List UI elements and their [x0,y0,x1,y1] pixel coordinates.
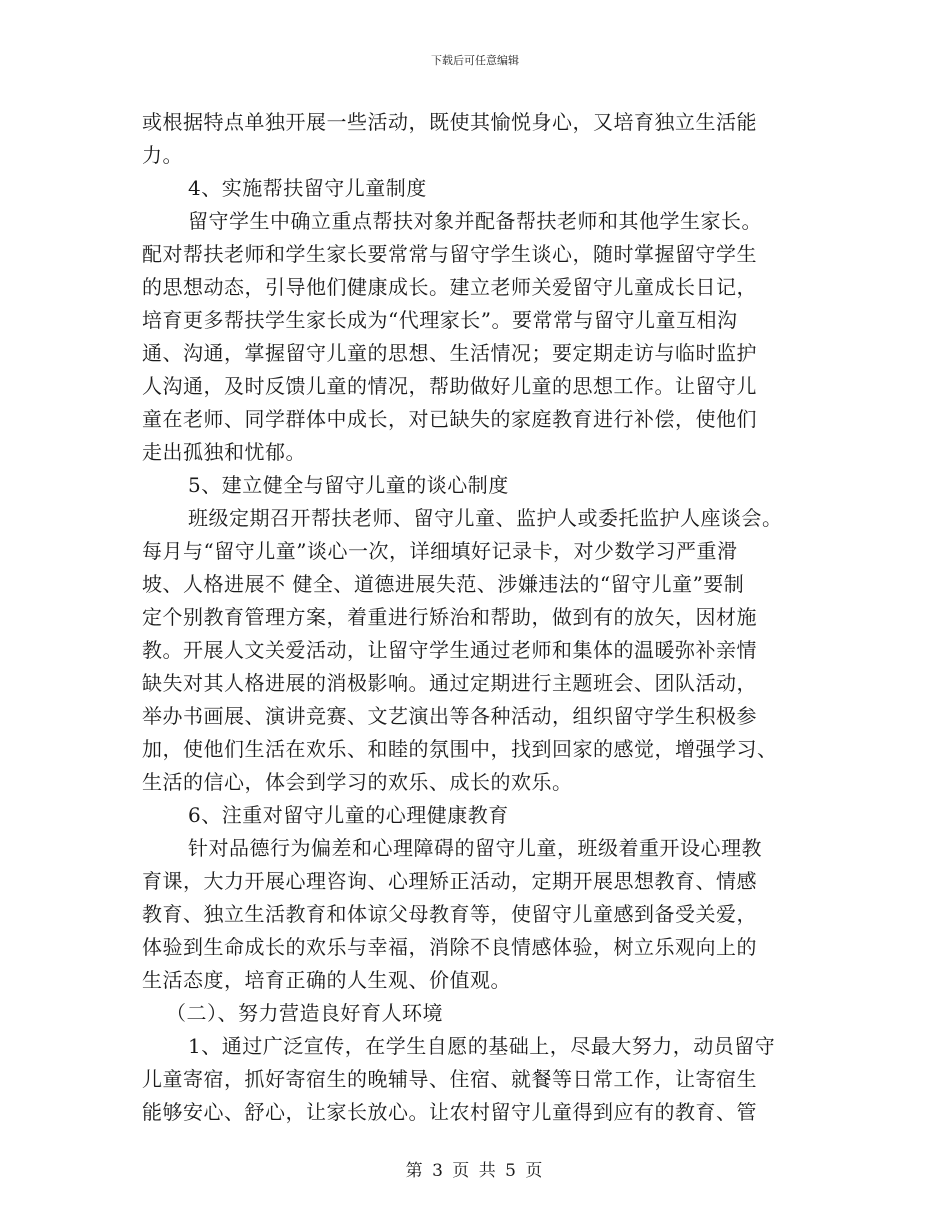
body-line: 或根据特点单独开展一些活动，既使其愉悦身心，又培育独立生活能 [142,110,757,134]
body-line: 育课，大力开展心理咨询、心理矫正活动，定期开展思想教育、情感 [142,869,757,893]
body-line: 生活的信心，体会到学习的欢乐、成长的欢乐。 [142,770,573,794]
body-line: 体验到生命成长的欢乐与幸福，消除不良情感体验，树立乐观向上的 [142,935,757,959]
body-line: 童在老师、同学群体中成长，对已缺失的家庭教育进行补偿，使他们 [142,407,757,431]
body-line: 教育、独立生活教育和体谅父母教育等，使留守儿童感到备受关爱， [142,902,757,926]
body-line: 坡、人格进展不 健全、道德进展失范、涉嫌违法的“留守儿童”要制 [142,572,745,596]
body-line: 人沟通，及时反馈儿童的情况，帮助做好儿童的思想工作。让留守儿 [142,374,757,398]
section-heading: 5、建立健全与留守儿童的谈心制度 [188,473,509,497]
body-line: 力。 [142,143,183,167]
body-line: 举办书画展、演讲竞赛、文艺演出等各种活动，组织留守学生积极参 [142,704,757,728]
body-line: 的思想动态，引导他们健康成长。建立老师关爱留守儿童成长日记， [142,275,757,299]
body-line: 培育更多帮扶学生家长成为“代理家长”。要常常与留守儿童互相沟 [142,308,738,332]
body-line: 生活态度，培育正确的人生观、价值观。 [142,968,511,992]
body-line: 班级定期召开帮扶老师、留守儿童、监护人或委托监护人座谈会。 [188,506,783,530]
body-line: 1、通过广泛宣传，在学生自愿的基础上，尽最大努力，动员留守 [188,1034,776,1058]
body-line: 教。开展人文关爱活动，让留守学生通过老师和集体的温暖弥补亲情 [142,638,757,662]
section-heading: 4、实施帮扶留守儿童制度 [188,176,427,200]
section-heading: 6、注重对留守儿童的心理健康教育 [188,803,509,827]
body-line: 配对帮扶老师和学生家长要常常与留守学生谈心，随时掌握留守学生 [142,242,757,266]
body-line: 走出孤独和忧郁。 [142,440,306,464]
body-line: 加，使他们生活在欢乐、和睦的氛围中，找到回家的感觉，增强学习、 [142,737,778,761]
section-heading: （二）、努力营造良好育人环境 [166,1001,443,1025]
document-body [142,106,822,1129]
body-line: 能够安心、舒心，让家长放心。让农村留守儿童得到应有的教育、管 [142,1100,757,1124]
body-line: 通、沟通，掌握留守儿童的思想、生活情况；要定期走访与临时监护 [142,341,757,365]
body-line: 留守学生中确立重点帮扶对象并配备帮扶老师和其他学生家长。 [188,209,762,233]
body-line: 缺失对其人格进展的消极影响。通过定期进行主题班会、团队活动， [142,671,757,695]
page-header: 下载后可任意编辑 [431,54,519,67]
body-line: 针对品德行为偏差和心理障碍的留守儿童，班级着重开设心理教 [188,836,762,860]
body-line: 每月与“留守儿童”谈心一次，详细填好记录卡，对少数学习严重滑 [142,539,738,563]
page-number: 第 3 页 共 5 页 [405,1161,545,1181]
body-line: 定个别教育管理方案，着重进行矫治和帮助，做到有的放矢，因材施 [142,605,757,629]
body-line: 儿童寄宿，抓好寄宿生的晚辅导、住宿、就餐等日常工作，让寄宿生 [142,1067,757,1091]
